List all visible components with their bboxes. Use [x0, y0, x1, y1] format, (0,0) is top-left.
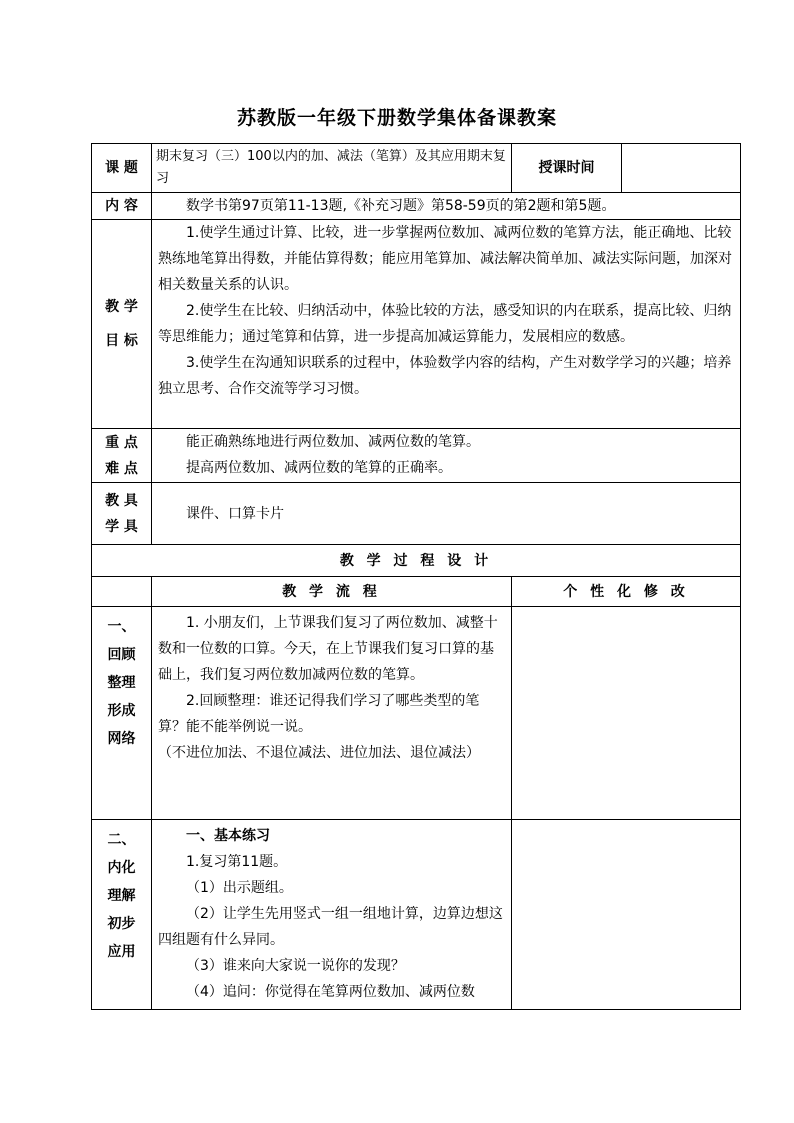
key-value — [152, 429, 741, 483]
stage2-line: （3）谁来向大家说一说你的发现？ — [186, 958, 405, 974]
stage1-label-line: 回顾 — [107, 647, 136, 663]
process-header-row — [92, 577, 741, 607]
stage2-flow — [152, 820, 512, 1010]
goals-label-line-1: 教 学 — [105, 299, 138, 315]
document-title: 苏教版一年级下册数学集体备课教案 — [236, 107, 557, 129]
tools-value — [152, 483, 741, 545]
stage2-label-line: 二、 — [107, 832, 136, 848]
flow-header: 教 学 流 程 — [152, 577, 512, 607]
modify-header: 个 性 化 修 改 — [512, 577, 741, 607]
stage2-label — [92, 820, 152, 1010]
goal-item: 3.使学生在沟通知识联系的过程中，体验数学内容的结构，产生对数学学习的兴趣；培养独立思考、合作交流等学习习惯。 — [158, 355, 732, 397]
content-value — [152, 193, 741, 220]
lesson-plan-table — [91, 143, 741, 1010]
stage1-row — [92, 607, 741, 820]
goal-item: 1.使学生通过计算、比较，进一步掌握两位数加、减两位数的笔算方法，能正确地、比较熟练地笔算出得数，并能估算得数；能应用笔算加、减法解决简单加、减法实际问题，加深对相关数量关系的认识。 — [158, 225, 732, 293]
stage1-flow — [152, 607, 512, 820]
key-label-line-2: 难 点 — [105, 460, 138, 477]
header-blank — [92, 577, 152, 607]
stage2-line: 1.复习第11题。 — [186, 854, 288, 870]
key-row — [92, 429, 741, 483]
stage1-label-line: 网络 — [107, 731, 136, 747]
tools-label — [92, 483, 152, 545]
stage2-label-line: 内化 — [107, 860, 136, 876]
stage2-heading: 一、基本练习 — [186, 828, 270, 844]
tools-label-line-1: 教 具 — [105, 492, 138, 509]
teach-time-value — [622, 144, 741, 193]
stage2-modify — [512, 820, 741, 1010]
stage1-label-line: 整理 — [107, 675, 136, 691]
stage2-line: （2）让学生先用竖式一组一组地计算，边算边想这四组题有什么异同。 — [158, 906, 503, 948]
topic-row — [92, 144, 741, 193]
process-title: 教 学 过 程 设 计 — [92, 545, 741, 577]
goals-label — [92, 220, 152, 429]
key-label-line-1: 重 点 — [105, 434, 138, 451]
tools-row — [92, 483, 741, 545]
goals-label-line-2: 目 标 — [105, 333, 138, 349]
stage1-line: 2.回顾整理：谁还记得我们学习了哪些类型的笔算？能不能举例说一说。 — [158, 693, 480, 735]
stage2-line: （1）出示题组。 — [186, 880, 293, 896]
content-row — [92, 193, 741, 220]
goals-value — [152, 220, 741, 429]
stage2-row — [92, 820, 741, 1010]
stage1-label-line: 形成 — [107, 703, 136, 719]
stage2-line: （4）追问：你觉得在笔算两位数加、减两位数 — [186, 984, 475, 1000]
stage1-line: （不进位加法、不退位减法、进位加法、退位减法） — [158, 745, 480, 761]
key-label — [92, 429, 152, 483]
stage1-label-line: 一、 — [107, 619, 136, 635]
topic-label: 课 题 — [92, 144, 152, 193]
stage2-label-line: 理解 — [107, 888, 136, 904]
process-title-row — [92, 545, 741, 577]
content-label: 内 容 — [92, 193, 152, 220]
stage2-label-line: 应用 — [107, 944, 136, 960]
tools-text: 课件、口算卡片 — [186, 505, 284, 522]
topic-value: 期末复习（三）100以内的加、减法（笔算）及其应用期末复习 — [152, 144, 512, 193]
goals-row — [92, 220, 741, 429]
stage2-label-line: 初步 — [107, 916, 136, 932]
content-text: 数学书第97页第11-13题,《补充习题》第58-59页的第2题和第5题。 — [186, 198, 616, 214]
stage1-line: 1. 小朋友们，上节课我们复习了两位数加、减整十数和一位数的口算。今天，在上节课我们复习口算的基础上，我们复习两位数加减两位数的笔算。 — [158, 615, 498, 683]
tools-label-line-2: 学 具 — [105, 518, 138, 535]
teach-time-label: 授课时间 — [512, 144, 622, 193]
goal-item: 2.使学生在比较、归纳活动中，体验比较的方法，感受知识的内在联系，提高比较、归纳等思维能力；通过笔算和估算，进一步提高加减运算能力，发展相应的数感。 — [158, 303, 732, 345]
key-point: 能正确熟练地进行两位数加、减两位数的笔算。 — [186, 434, 480, 450]
difficult-point: 提高两位数加、减两位数的笔算的正确率。 — [186, 460, 452, 476]
stage1-label — [92, 607, 152, 820]
stage1-modify — [512, 607, 741, 820]
